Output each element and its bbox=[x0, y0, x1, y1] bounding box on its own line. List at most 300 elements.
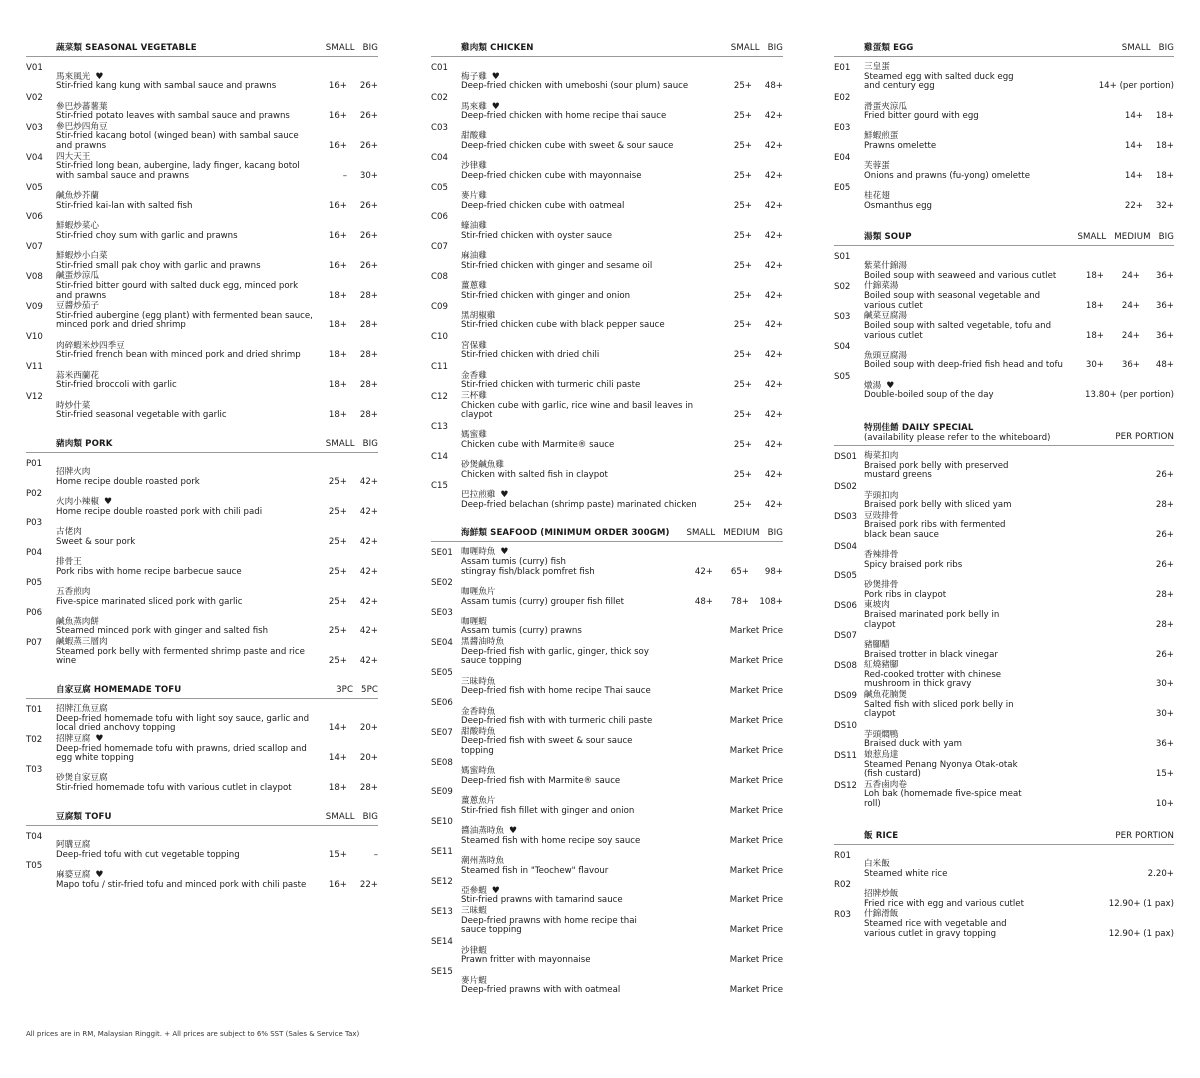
item-prices bbox=[321, 112, 378, 122]
heart-icon: ♥ bbox=[95, 71, 104, 82]
item-price: 42+ bbox=[359, 656, 378, 667]
item-price: 42+ bbox=[764, 260, 783, 271]
item-price: 25+ bbox=[328, 476, 347, 487]
item-prices bbox=[726, 321, 783, 331]
item-prices bbox=[321, 478, 378, 488]
item-code: V11 bbox=[26, 361, 43, 372]
item-text bbox=[864, 860, 1034, 879]
item-prices bbox=[687, 598, 783, 608]
item-code: DS03 bbox=[834, 511, 858, 522]
item-chinese-name: 鮮蝦炒小白菜 bbox=[56, 251, 108, 262]
menu-item bbox=[26, 637, 378, 667]
item-english-name: Deep-fried belachan (shrimp paste) marinated chicken bbox=[461, 499, 697, 510]
size-columns bbox=[326, 812, 378, 822]
item-code: DS08 bbox=[834, 661, 858, 672]
item-text bbox=[864, 661, 1034, 690]
item-price: 18+ bbox=[328, 320, 347, 331]
item-prices bbox=[1078, 302, 1174, 312]
size-columns bbox=[686, 528, 783, 538]
item-english-name: Spicy braised pork ribs bbox=[864, 559, 963, 570]
item-price: 26+ bbox=[1155, 559, 1174, 570]
item-code: V12 bbox=[26, 391, 43, 402]
item-price: 28+ bbox=[359, 410, 378, 421]
item-prices bbox=[1078, 272, 1174, 282]
item-prices bbox=[663, 657, 783, 667]
size-label: MEDIUM bbox=[1114, 232, 1151, 243]
item-text bbox=[56, 735, 321, 764]
item-prices bbox=[321, 881, 378, 891]
item-prices bbox=[1034, 800, 1174, 810]
size-label: BIG bbox=[362, 43, 378, 53]
menu-section-seafood bbox=[431, 520, 783, 995]
section-title-block bbox=[56, 41, 197, 53]
item-prices bbox=[663, 747, 783, 757]
item-chinese-name: 豆豉排骨 bbox=[864, 510, 899, 521]
item-code: P03 bbox=[26, 518, 43, 529]
menu-item bbox=[26, 488, 378, 518]
item-price: 25+ bbox=[328, 536, 347, 547]
item-prices bbox=[321, 568, 378, 578]
item-code: V08 bbox=[26, 272, 43, 283]
item-price: Market Price bbox=[729, 775, 783, 786]
item-prices bbox=[663, 807, 783, 817]
item-prices bbox=[321, 598, 378, 608]
item-price: 36+ bbox=[1155, 739, 1174, 750]
item-price: 25+ bbox=[733, 469, 752, 480]
item-price: 18+ bbox=[1155, 111, 1174, 122]
item-english-name: Stir-fried chicken with dried chili bbox=[461, 350, 600, 361]
menu-item bbox=[26, 241, 378, 271]
item-code: C10 bbox=[431, 332, 448, 343]
item-text bbox=[56, 73, 321, 92]
menu-item bbox=[26, 831, 378, 861]
section-header bbox=[431, 35, 783, 57]
item-code: V10 bbox=[26, 332, 43, 343]
item-chinese-name: 鮮蝦煎蛋 bbox=[864, 131, 899, 142]
item-price: 24+ bbox=[1121, 300, 1140, 311]
item-chinese-name: 蠔油雞 bbox=[461, 221, 487, 232]
item-chinese-name: 魚頭豆腐湯 bbox=[864, 350, 907, 361]
item-price: 30+ bbox=[1085, 360, 1104, 371]
item-price: 42+ bbox=[359, 536, 378, 547]
item-price: 14+ bbox=[1124, 141, 1143, 152]
menu-item bbox=[26, 182, 378, 212]
item-english-name: Prawn fritter with mayonnaise bbox=[461, 955, 591, 966]
item-price: 78+ bbox=[730, 596, 749, 607]
item-price: 25+ bbox=[733, 320, 752, 331]
item-price: 14+ bbox=[1124, 170, 1143, 181]
item-code: S03 bbox=[834, 312, 851, 323]
menu-item bbox=[431, 637, 783, 667]
menu-section-homeTofu bbox=[26, 677, 378, 794]
menu-section-chicken bbox=[431, 35, 783, 510]
item-text bbox=[864, 312, 1078, 341]
item-code: V06 bbox=[26, 212, 43, 223]
item-price: Market Price bbox=[729, 656, 783, 667]
menu-section-tofu bbox=[26, 804, 378, 891]
menu-section-special bbox=[834, 414, 1174, 810]
item-text bbox=[864, 601, 1034, 630]
item-text bbox=[864, 512, 1034, 541]
item-prices bbox=[663, 896, 783, 906]
item-chinese-name: 紫菜什錦湯 bbox=[864, 261, 907, 272]
item-code: C02 bbox=[431, 92, 448, 103]
item-price: – bbox=[342, 170, 347, 181]
item-code: DS04 bbox=[834, 541, 858, 552]
menu-item bbox=[431, 182, 783, 212]
item-prices bbox=[321, 232, 378, 242]
menu-item bbox=[431, 421, 783, 451]
item-chinese-name: 時炒什菜 bbox=[56, 400, 91, 411]
item-price: Market Price bbox=[729, 865, 783, 876]
item-chinese-name: 肉碎蝦米炒四季豆 bbox=[56, 340, 125, 351]
item-price: 25+ bbox=[733, 170, 752, 181]
item-chinese-name: 古佬肉 bbox=[56, 527, 82, 538]
item-prices bbox=[726, 82, 783, 92]
item-price: 48+ bbox=[764, 81, 783, 92]
item-code: SE15 bbox=[431, 966, 453, 977]
item-english-name: Stir-fried choy sum with garlic and prawns bbox=[56, 230, 238, 241]
item-text bbox=[56, 272, 321, 301]
item-prices bbox=[321, 142, 378, 152]
item-chinese-name: 娘惹烏達 bbox=[864, 749, 899, 760]
item-price: 15+ bbox=[328, 849, 347, 860]
item-price: Market Price bbox=[729, 835, 783, 846]
item-text bbox=[864, 691, 1034, 720]
menu-item bbox=[834, 780, 1174, 810]
item-chinese-name: 鹹蛋炒涼瓜 bbox=[56, 271, 99, 282]
size-label: SMALL bbox=[686, 528, 716, 539]
item-price: 22+ bbox=[359, 879, 378, 890]
item-prices bbox=[321, 627, 378, 637]
menu-item bbox=[834, 570, 1174, 600]
menu-item bbox=[26, 62, 378, 92]
item-price: 28+ bbox=[359, 783, 378, 793]
item-text bbox=[461, 132, 726, 151]
item-english-name: Stir-fried seasonal vegetable with garlic bbox=[56, 410, 227, 421]
menu-section-rice bbox=[834, 823, 1174, 940]
price-footnote: All prices are in RM, Malaysian Ringgit. + All prices are subject to 6% SST (Sales & Service Tax) bbox=[26, 1030, 360, 1038]
section-note: (availability please refer to the whiteboard) bbox=[864, 431, 1051, 442]
item-price: 25+ bbox=[733, 439, 752, 450]
item-price: 16+ bbox=[328, 879, 347, 890]
menu-item bbox=[431, 92, 783, 122]
item-price: 28+ bbox=[1155, 619, 1174, 630]
item-chinese-name: 三皇蛋 bbox=[864, 62, 890, 73]
item-text bbox=[56, 528, 321, 547]
item-chinese-name: 宮保雞 bbox=[461, 340, 487, 351]
size-label: BIG bbox=[767, 43, 783, 53]
item-code: SE05 bbox=[431, 667, 453, 678]
item-english-name: Deep-fried chicken cube with sweet & sour sauce bbox=[461, 141, 674, 152]
menu-item bbox=[431, 607, 783, 637]
item-code: C01 bbox=[431, 63, 448, 73]
item-prices bbox=[726, 411, 783, 421]
item-code: T04 bbox=[26, 831, 43, 842]
item-price: 25+ bbox=[733, 499, 752, 510]
item-english-name: Deep-fried chicken with home recipe thai sauce bbox=[461, 111, 667, 122]
item-code: C08 bbox=[431, 272, 448, 283]
item-price: 18+ bbox=[1155, 170, 1174, 181]
item-code: P06 bbox=[26, 608, 43, 619]
item-english-name: Chicken cube with Marmite® sauce bbox=[461, 439, 615, 450]
item-code: E01 bbox=[834, 63, 851, 73]
item-code: E03 bbox=[834, 122, 851, 133]
item-prices bbox=[321, 784, 378, 794]
item-price: 25+ bbox=[733, 81, 752, 92]
item-prices bbox=[726, 172, 783, 182]
item-prices bbox=[726, 501, 783, 511]
item-text bbox=[461, 638, 663, 667]
item-text bbox=[56, 222, 321, 241]
item-chinese-name: 麥片雞 bbox=[461, 191, 487, 202]
item-chinese-name: 阿購豆腐 bbox=[56, 840, 91, 851]
section-title-block bbox=[864, 421, 1051, 442]
item-prices bbox=[1034, 770, 1174, 780]
section-header bbox=[26, 431, 378, 453]
section-title: 蔬菜類 SEASONAL VEGETABLE bbox=[56, 43, 197, 53]
item-english-name: Stir-fried french bean with minced pork and dried shrimp bbox=[56, 350, 301, 361]
size-label: SMALL bbox=[325, 43, 355, 53]
menu-section-soup bbox=[834, 224, 1174, 400]
item-text bbox=[461, 977, 663, 996]
item-chinese-name: 鮮蝦炒菜心 bbox=[56, 221, 99, 232]
item-prices bbox=[663, 867, 783, 877]
item-price: 30+ bbox=[1155, 709, 1174, 720]
size-label: PER PORTION bbox=[1115, 431, 1174, 442]
item-english-name: Boiled soup with seasonal vegetable and various cutlet bbox=[864, 291, 1041, 311]
item-price: 16+ bbox=[328, 141, 347, 152]
item-text bbox=[864, 103, 1117, 122]
item-code: C06 bbox=[431, 212, 448, 223]
menu-item bbox=[431, 152, 783, 182]
item-prices bbox=[1117, 202, 1174, 212]
item-chinese-name: 芋頭燜鴨 bbox=[864, 729, 899, 740]
section-header bbox=[834, 414, 1174, 446]
menu-item bbox=[431, 480, 783, 510]
item-prices bbox=[321, 172, 378, 182]
item-prices bbox=[321, 657, 378, 667]
item-english-name: Deep-fried fish with home recipe Thai sauce bbox=[461, 686, 651, 697]
section-title: 湯類 SOUP bbox=[864, 232, 912, 243]
item-code: SE13 bbox=[431, 907, 453, 918]
item-prices bbox=[687, 568, 783, 578]
item-prices bbox=[1034, 740, 1174, 750]
heart-icon: ♥ bbox=[491, 101, 500, 112]
size-label: SMALL bbox=[730, 43, 760, 53]
section-header bbox=[26, 804, 378, 826]
item-code: S05 bbox=[834, 372, 851, 383]
item-code: V05 bbox=[26, 182, 43, 193]
item-price: 42+ bbox=[764, 230, 783, 241]
item-english-name: Salted fish with sliced pork belly in claypot bbox=[864, 699, 1014, 720]
menu-item bbox=[26, 458, 378, 488]
item-english-name: Stir-fried bitter gourd with salted duck egg, minced pork and prawns bbox=[56, 280, 299, 301]
item-price: 25+ bbox=[328, 506, 347, 517]
menu-item bbox=[26, 547, 378, 577]
size-columns bbox=[1115, 831, 1174, 841]
size-label: BIG bbox=[362, 438, 378, 449]
item-price: Market Price bbox=[729, 985, 783, 996]
size-label: BIG bbox=[767, 528, 783, 539]
item-chinese-name: 鹹菜豆腐湯 bbox=[864, 311, 907, 322]
section-items bbox=[834, 446, 1174, 810]
item-text bbox=[461, 857, 663, 876]
item-price: 108+ bbox=[759, 596, 783, 607]
item-english-name: Five-spice marinated sliced pork with garlic bbox=[56, 596, 243, 607]
item-chinese-name: 金香時魚 bbox=[461, 706, 496, 717]
item-price: 26+ bbox=[359, 260, 378, 271]
item-english-name: Deep-fried fish with sweet & sour sauce topping bbox=[461, 736, 633, 756]
item-chinese-name: 咖喱蝦 bbox=[461, 616, 487, 627]
item-text bbox=[56, 302, 321, 331]
item-code: C15 bbox=[431, 481, 448, 492]
item-english-name: Stir-fried chicken with ginger and sesame oil bbox=[461, 260, 653, 271]
item-price: 42+ bbox=[764, 469, 783, 480]
item-code: DS09 bbox=[834, 691, 858, 702]
menu-item bbox=[431, 301, 783, 331]
heart-icon: ♥ bbox=[500, 490, 509, 501]
item-code: S01 bbox=[834, 252, 851, 263]
item-prices bbox=[726, 381, 783, 391]
menu-item bbox=[431, 667, 783, 697]
item-code: DS02 bbox=[834, 481, 858, 492]
item-prices bbox=[1034, 651, 1174, 661]
item-price: 42+ bbox=[764, 350, 783, 361]
item-price: 26+ bbox=[359, 200, 378, 211]
item-text bbox=[56, 705, 321, 734]
section-title: 海鮮類 SEAFOOD (MINIMUM ORDER 300GM) bbox=[461, 528, 670, 539]
item-code: E04 bbox=[834, 152, 851, 163]
item-english-name: Steamed white rice bbox=[864, 868, 948, 879]
item-english-name: Braised duck with yam bbox=[864, 739, 963, 750]
item-code: SE06 bbox=[431, 697, 453, 708]
item-prices bbox=[663, 837, 783, 847]
menu-item bbox=[834, 92, 1174, 122]
heart-icon: ♥ bbox=[491, 885, 500, 896]
menu-item bbox=[834, 481, 1174, 511]
item-code: R03 bbox=[834, 910, 851, 921]
item-text bbox=[56, 468, 321, 487]
item-chinese-name: 招牌火肉 bbox=[56, 467, 91, 478]
item-price: 18+ bbox=[1085, 330, 1104, 341]
menu-item bbox=[431, 846, 783, 876]
item-code: S02 bbox=[834, 282, 851, 293]
item-price: 26+ bbox=[359, 230, 378, 241]
item-prices bbox=[321, 351, 378, 361]
heart-icon: ♥ bbox=[95, 733, 104, 744]
item-chinese-name: 火肉小辣椒 bbox=[56, 497, 99, 508]
item-text bbox=[56, 372, 321, 391]
item-text bbox=[864, 890, 1034, 909]
item-code: DS06 bbox=[834, 601, 858, 612]
item-price: 26+ bbox=[359, 111, 378, 122]
item-english-name: Prawns omelette bbox=[864, 141, 937, 152]
section-title-block bbox=[56, 437, 112, 449]
item-code: SE09 bbox=[431, 787, 453, 798]
item-english-name: Steamed fish in "Teochew" flavour bbox=[461, 865, 609, 876]
section-title-block bbox=[864, 230, 912, 242]
menu-item bbox=[26, 122, 378, 152]
item-chinese-name: 金香雞 bbox=[461, 370, 487, 381]
item-english-name: Red-cooked trotter with chinese mushroom in thick gravy bbox=[864, 669, 1002, 690]
menu-item bbox=[26, 301, 378, 331]
item-code: C13 bbox=[431, 421, 448, 432]
menu-column-3 bbox=[834, 35, 1174, 939]
item-text bbox=[461, 342, 726, 361]
item-prices bbox=[321, 754, 378, 764]
item-english-name: Steamed egg with salted duck egg and century egg bbox=[864, 71, 1014, 92]
section-title-block bbox=[461, 526, 670, 538]
item-prices bbox=[321, 292, 378, 302]
item-price: 65+ bbox=[730, 566, 749, 577]
menu-item bbox=[834, 182, 1174, 212]
item-english-name: Home recipe double roasted pork with chili padi bbox=[56, 506, 263, 517]
menu-item bbox=[431, 876, 783, 906]
section-items bbox=[26, 826, 378, 891]
item-english-name: Stir-fried kacang botol (winged bean) with sambal sauce and prawns bbox=[56, 131, 299, 152]
item-price: 42+ bbox=[764, 141, 783, 152]
size-columns bbox=[1077, 232, 1174, 242]
item-price: Market Price bbox=[729, 955, 783, 966]
item-prices bbox=[321, 538, 378, 548]
menu-item bbox=[834, 371, 1174, 401]
item-code: C03 bbox=[431, 122, 448, 133]
item-price: 13.80+ (per portion) bbox=[1085, 390, 1174, 401]
item-text bbox=[56, 103, 321, 122]
item-prices bbox=[726, 232, 783, 242]
menu-item bbox=[834, 281, 1174, 311]
item-english-name: Boiled soup with seaweed and various cutlet bbox=[864, 270, 1057, 281]
item-code: V03 bbox=[26, 122, 43, 133]
item-text bbox=[864, 551, 1034, 570]
item-chinese-name: 三杯雞 bbox=[461, 390, 487, 401]
item-text bbox=[56, 774, 321, 793]
item-price: 25+ bbox=[733, 200, 752, 211]
item-price: 14+ bbox=[328, 753, 347, 764]
item-chinese-name: 麥片蝦 bbox=[461, 975, 487, 986]
menu-item bbox=[431, 211, 783, 241]
item-english-name: Braised marinated pork belly in claypot bbox=[864, 610, 1000, 630]
item-price: 30+ bbox=[1155, 679, 1174, 690]
item-english-name: Boiled soup with deep-fried fish head and tofu bbox=[864, 360, 1063, 371]
size-label: 3PC bbox=[336, 684, 354, 695]
item-code: DS07 bbox=[834, 631, 858, 642]
item-text bbox=[864, 282, 1078, 311]
heart-icon: ♥ bbox=[508, 826, 518, 837]
item-price: 25+ bbox=[733, 290, 752, 301]
section-title-block bbox=[56, 810, 112, 822]
item-price: 12.90+ (1 pax) bbox=[1108, 928, 1174, 939]
item-text bbox=[864, 192, 1117, 211]
section-header bbox=[834, 823, 1174, 845]
menu-item bbox=[431, 547, 783, 577]
item-chinese-name: 香辣排骨 bbox=[864, 550, 899, 561]
size-label: SMALL bbox=[325, 438, 355, 449]
menu-section-pork bbox=[26, 431, 378, 667]
item-price: 25+ bbox=[733, 141, 752, 152]
item-price: 18+ bbox=[1155, 141, 1174, 152]
item-price: 48+ bbox=[1155, 360, 1174, 371]
item-price: 12.90+ (1 pax) bbox=[1108, 898, 1174, 909]
item-price: 42+ bbox=[764, 439, 783, 450]
item-code: P04 bbox=[26, 548, 43, 559]
menu-item bbox=[431, 577, 783, 607]
menu-item bbox=[26, 764, 378, 794]
item-price: 25+ bbox=[733, 111, 752, 122]
item-english-name: Deep-fried chicken with umeboshi (sour plum) sauce bbox=[461, 81, 689, 92]
item-price: 98+ bbox=[764, 566, 783, 577]
